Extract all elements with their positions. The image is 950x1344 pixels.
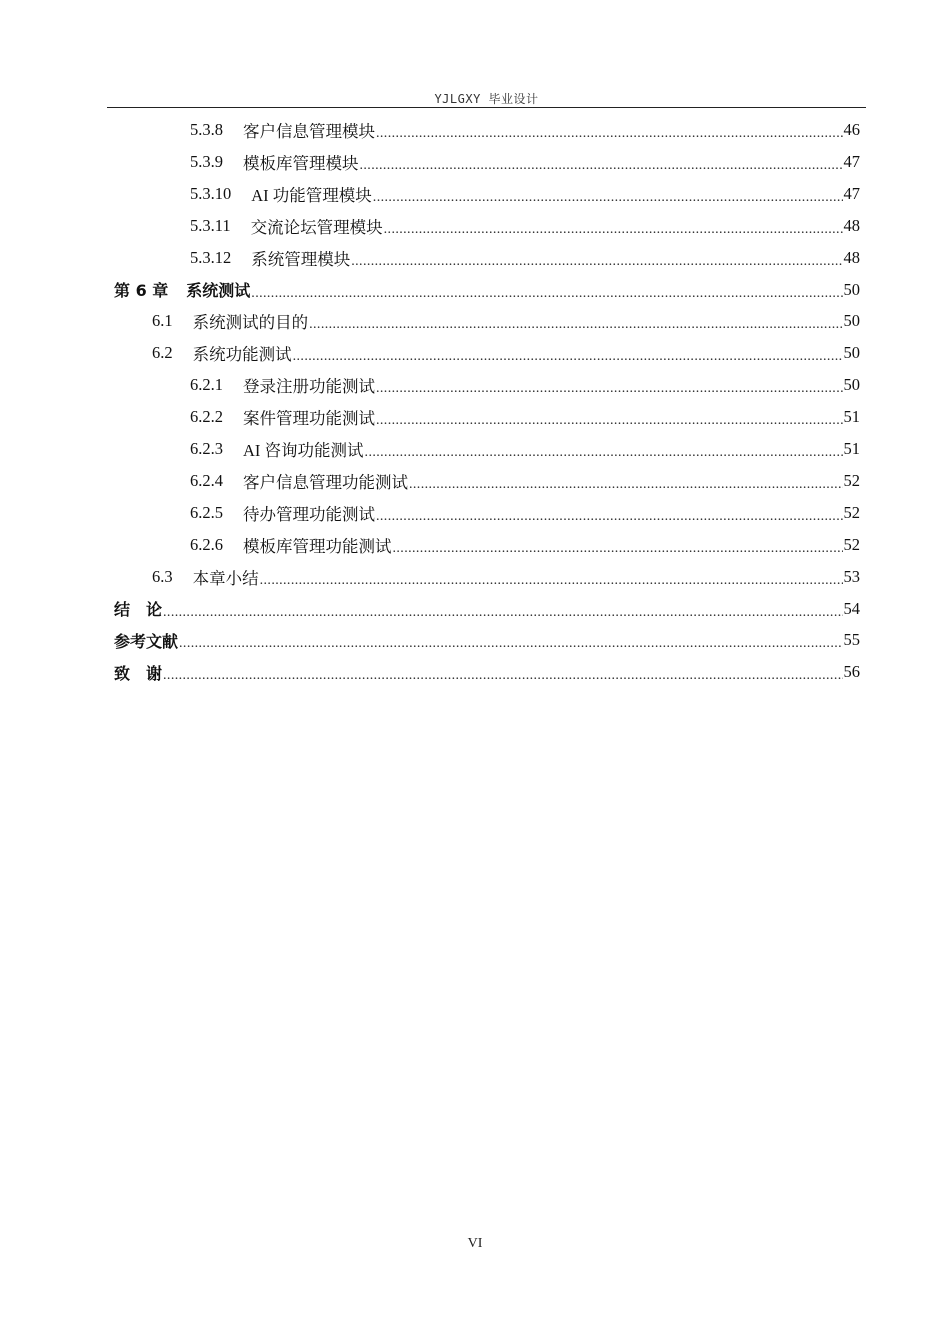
toc-entry-title: 交流论坛管理模块: [250, 217, 383, 237]
toc-entry[interactable]: [190, 114, 860, 146]
toc-entry-number: 6.3: [152, 566, 173, 586]
toc-entry-page: 54: [843, 598, 860, 618]
toc-dot-leader: [309, 313, 842, 329]
toc-entry[interactable]: [190, 465, 860, 497]
page-number: VI: [467, 1236, 483, 1251]
toc-entry-number: 6.2.3: [190, 439, 223, 458]
toc-entry-page: 56: [843, 662, 860, 682]
toc-dot-leader: [365, 441, 843, 457]
toc-entry[interactable]: [114, 593, 860, 625]
toc-dot-leader: [376, 409, 843, 425]
toc-entry[interactable]: [152, 337, 860, 369]
toc-dot-leader: [351, 250, 842, 266]
toc-entry-page: 47: [843, 183, 860, 203]
toc-entry-title: 待办管理功能测试: [243, 504, 375, 524]
toc-entry-number: 5.3.10: [190, 183, 232, 203]
toc-entry[interactable]: [152, 305, 860, 337]
toc-entry-title: AI 咨询功能测试: [243, 441, 364, 460]
toc-entry-page: 52: [843, 502, 860, 522]
toc-entry-title: 系统功能测试: [192, 345, 292, 365]
toc-entry-number: 5.3.8: [190, 120, 223, 139]
toc-entry-title: 致 谢: [114, 663, 163, 683]
toc-entry[interactable]: [190, 146, 860, 178]
toc-entry[interactable]: [190, 210, 860, 242]
toc-entry-title: 结 论: [114, 600, 163, 619]
toc-entry-page: 51: [843, 407, 860, 427]
toc-entry-number: 6.2.4: [190, 470, 223, 490]
toc-entry-page: 50: [843, 311, 860, 331]
toc-entry[interactable]: [190, 369, 860, 401]
toc-dot-leader: [373, 186, 843, 202]
toc-entry-title: 系统测试的目的: [192, 313, 309, 333]
toc-entry-page: 51: [843, 439, 860, 458]
toc-entry-page: 50: [843, 375, 860, 395]
toc-dot-leader: [251, 282, 842, 298]
toc-entry[interactable]: [114, 274, 860, 306]
page-header: YJLGXY 毕业设计: [434, 92, 539, 106]
toc-entry-page: 53: [843, 566, 860, 586]
toc-dot-leader: [393, 537, 843, 553]
toc-entry-page: 48: [843, 247, 860, 267]
toc-entry[interactable]: [190, 178, 860, 210]
toc-dot-leader: [384, 218, 843, 234]
toc-entry-number: 5.3.12: [190, 247, 232, 267]
toc-entry-title: 案件管理功能测试: [243, 409, 375, 429]
toc-entry-page: 46: [843, 120, 860, 139]
toc-entry-number: 6.2.5: [190, 502, 223, 522]
toc-entry-page: 55: [843, 630, 860, 650]
toc-entry-page: 48: [843, 215, 860, 235]
toc-entry-number: 5.3.11: [190, 215, 231, 235]
toc-dot-leader: [179, 632, 842, 648]
toc-entry-page: 52: [843, 470, 860, 490]
toc-entry-page: 52: [843, 534, 860, 554]
toc-entry-title: 模板库管理模块: [243, 153, 359, 173]
toc-dot-leader: [376, 505, 843, 521]
toc-dot-leader: [360, 154, 843, 170]
toc-entry-number: 5.3.9: [190, 151, 223, 171]
toc-entry[interactable]: [190, 497, 860, 529]
toc-entry-number: 第 6 章: [114, 281, 169, 300]
toc-entry-page: 47: [843, 151, 860, 171]
toc-entry-title: 模板库管理功能测试: [243, 536, 392, 556]
toc-entry[interactable]: [190, 529, 860, 561]
toc-entry-page: 50: [843, 343, 860, 363]
toc-dot-leader: [163, 664, 842, 680]
toc-entry-number: 6.2.2: [190, 407, 223, 427]
toc-entry[interactable]: [114, 656, 860, 688]
toc-entry-title: 参考文献: [114, 631, 179, 651]
toc-dot-leader: [409, 473, 843, 489]
toc-entry-title: AI 功能管理模块: [251, 185, 372, 205]
toc-entry[interactable]: [190, 401, 860, 433]
toc-dot-leader: [293, 345, 843, 361]
toc-entry-number: 6.2.6: [190, 534, 223, 554]
toc-dot-leader: [376, 377, 843, 393]
toc-entry-title: 本章小结: [192, 568, 259, 588]
toc-entry[interactable]: [190, 242, 860, 274]
toc-entry-page: 50: [843, 279, 860, 299]
toc-entry-number: 6.2.1: [190, 375, 223, 395]
toc-entry-title: 系统管理模块: [251, 249, 351, 269]
toc-entry-number: 6.1: [152, 311, 173, 331]
toc-entry-title: 客户信息管理模块: [243, 122, 375, 141]
toc-entry[interactable]: [152, 561, 860, 593]
toc-entry-title: 系统测试: [186, 281, 251, 300]
toc-dot-leader: [260, 569, 843, 585]
toc-entry[interactable]: [114, 624, 860, 656]
toc-entry[interactable]: [190, 433, 860, 465]
toc-entry-number: 6.2: [152, 343, 173, 363]
toc-dot-leader: [376, 122, 843, 138]
toc-entry-title: 登录注册功能测试: [243, 377, 375, 397]
toc-dot-leader: [163, 601, 842, 617]
header-rule: [107, 107, 866, 108]
toc-entry-title: 客户信息管理功能测试: [243, 472, 408, 492]
